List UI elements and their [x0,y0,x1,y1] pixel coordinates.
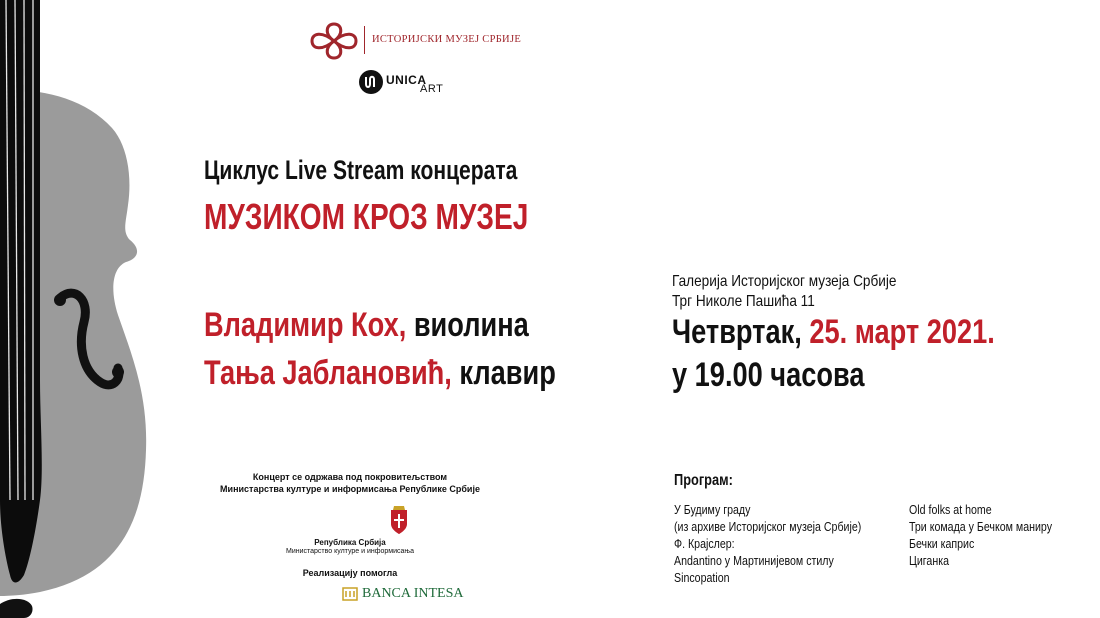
serbia-coat-of-arms-icon [388,504,410,536]
venue-name: Галерија Историјског музеја Србије [672,273,897,290]
program-item: Ф. Крајслер: [674,537,735,551]
program-item: Sincopation [674,571,730,585]
museum-name: ИСТОРИЈСКИ МУЗЕЈ СРБИЈЕ [372,34,522,45]
program-item: Бечки каприс [909,537,975,551]
event-weekday: Четвртак, [672,313,802,351]
performer-2-instrument: клавир [459,354,556,392]
bank-name: BANCA INTESA [362,586,464,601]
republic-label: Република Србија [314,538,386,547]
series-title: Циклус Live Stream концерата [204,155,518,185]
event-time: у 19.00 часова [672,356,865,394]
performer-2-name: Тања Јаблановић, [204,354,452,392]
program-item: Old folks at home [909,503,992,517]
bank-logo-icon [342,586,358,602]
unica-art-logo-icon [358,69,384,95]
event-date-value: 25. март 2021. [809,313,995,351]
performer-1-name: Владимир Кох, [204,306,407,344]
event-date [672,313,995,352]
partner-name-secondary: ART [420,83,444,95]
performer-2 [204,354,556,393]
chinrest [0,599,33,618]
realized-with-label: Реализацију помогла [302,568,398,578]
program-heading: Програм: [674,472,733,489]
program-item: (из архиве Историјског музеја Србије) [674,520,862,534]
program-item: Andantino у Мартинијевом стилу [674,554,834,568]
museum-logo-icon [306,20,362,62]
violin-illustration [0,0,200,618]
program-item: Циганка [909,554,950,568]
program-item: У Будиму граду [674,503,751,517]
concert-title: МУЗИКОМ КРОЗ МУЗЕЈ [204,196,529,237]
ministry-label: Министарство културе и информисања [286,548,414,555]
program-item: Три комада у Бечком маниру [909,520,1053,534]
performer-1 [204,306,529,345]
performer-1-instrument: виолина [413,306,529,344]
partner-name-primary: UNICA [386,73,427,87]
venue-address: Трг Николе Пашића 11 [672,293,815,310]
patronage-line-2: Министарства културе и информисања Републике Србије [220,484,480,494]
patronage-line-1: Концерт се одржава под покровитељством [252,472,448,482]
